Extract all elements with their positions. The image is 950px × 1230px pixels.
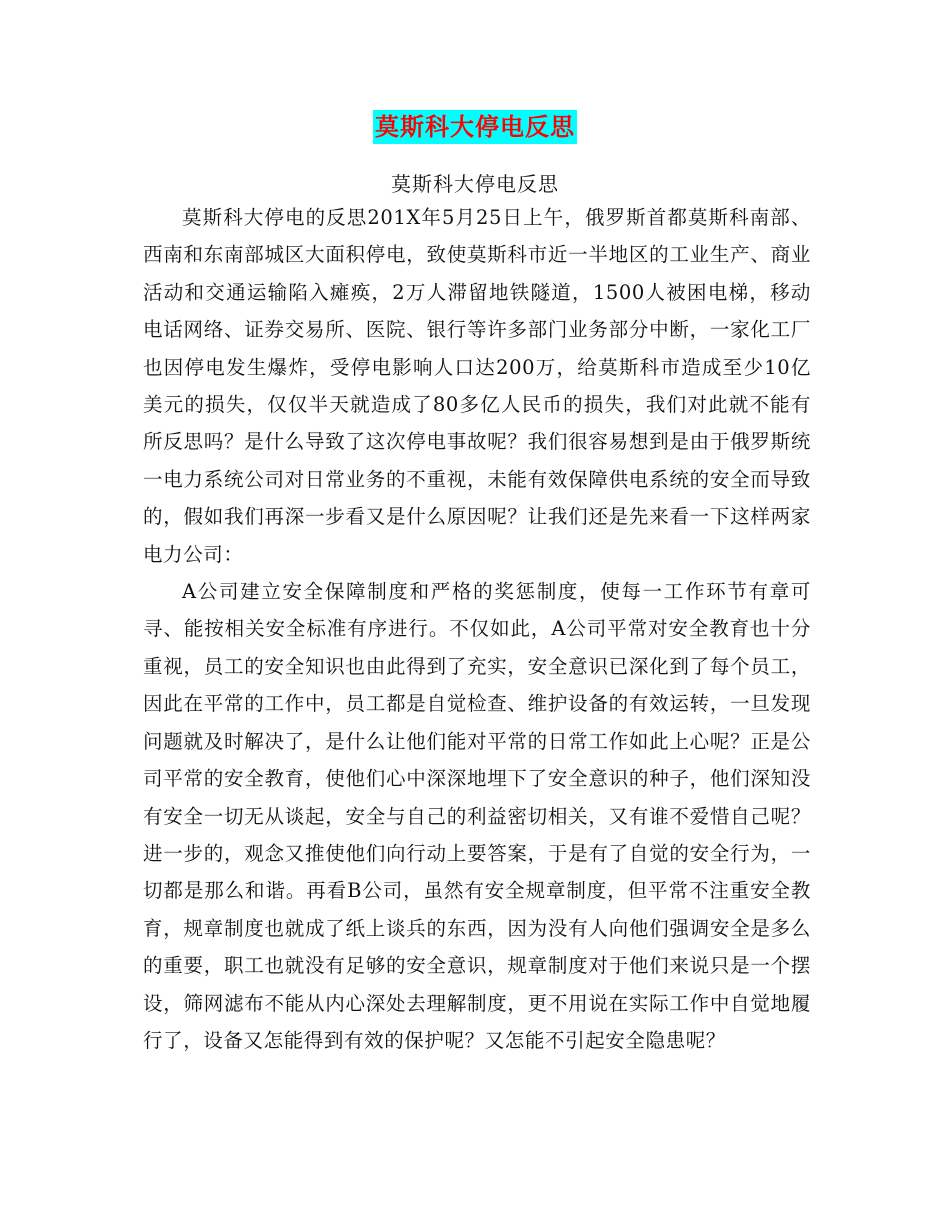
document-title: 莫斯科大停电反思 xyxy=(373,110,577,144)
paragraph: 莫斯科大停电的反思201X年5月25日上午，俄罗斯首都莫斯科南部、西南和东南部城区大面积停电，致使莫斯科市近一半地区的工业生产、商业活动和交通运输陷入瘫痪，2万人滞留地铁隧道，1500人被困电梯，移动电话网络、证券交易所、医院、银行等许多部门业务部分中断，一家化工厂也因停电发生爆炸，受停电影响人口达200万，给莫斯科市造成至少10亿美元的损失，仅仅半天就造成了80多亿人民币的损失，我们对此就不能有所反思吗？是什么导致了这次停电事故呢？我们很容易想到是由于俄罗斯统一电力系统公司对日常业务的不重视，未能有效保障供电系统的安全而导致的，假如我们再深一步看又是什么原因呢？让我们还是先来看一下这样两家电力公司： xyxy=(143,206,811,566)
document-subtitle: 莫斯科大停电反思 xyxy=(391,172,559,196)
paragraph: A公司建立安全保障制度和严格的奖惩制度，使每一工作环节有章可寻、能按相关安全标准有序进行。不仅如此，A公司平常对安全教育也十分重视，员工的安全知识也由此得到了充实，安全意识已深化到了每个员工，因此在平常的工作中，员工都是自觉检查、维护设备的有效运转，一旦发现问题就及时解决了，是什么让他们能对平常的日常工作如此上心呢？正是公司平常的安全教育，使他们心中深深地埋下了安全意识的种子，他们深知没有安全一切无从谈起，安全与自己的利益密切相关，又有谁不爱惜自己呢？进一步的，观念又推使他们向行动上要答案，于是有了自觉的安全行为，一切都是那么和谐。再看B公司，虽然有安全规章制度，但平常不注重安全教育，规章制度也就成了纸上谈兵的东西，因为没有人向他们强调安全是多么的重要，职工也就没有足够的安全意识，规章制度对于他们来说只是一个摆设，筛网滤布不能从内心深处去理解制度，更不用说在实际工作中自觉地履行了，设备又怎能得到有效的保护呢？又怎能不引起安全隐患呢？ xyxy=(143,580,811,1052)
document-body xyxy=(143,199,811,1059)
title-container xyxy=(0,110,950,144)
